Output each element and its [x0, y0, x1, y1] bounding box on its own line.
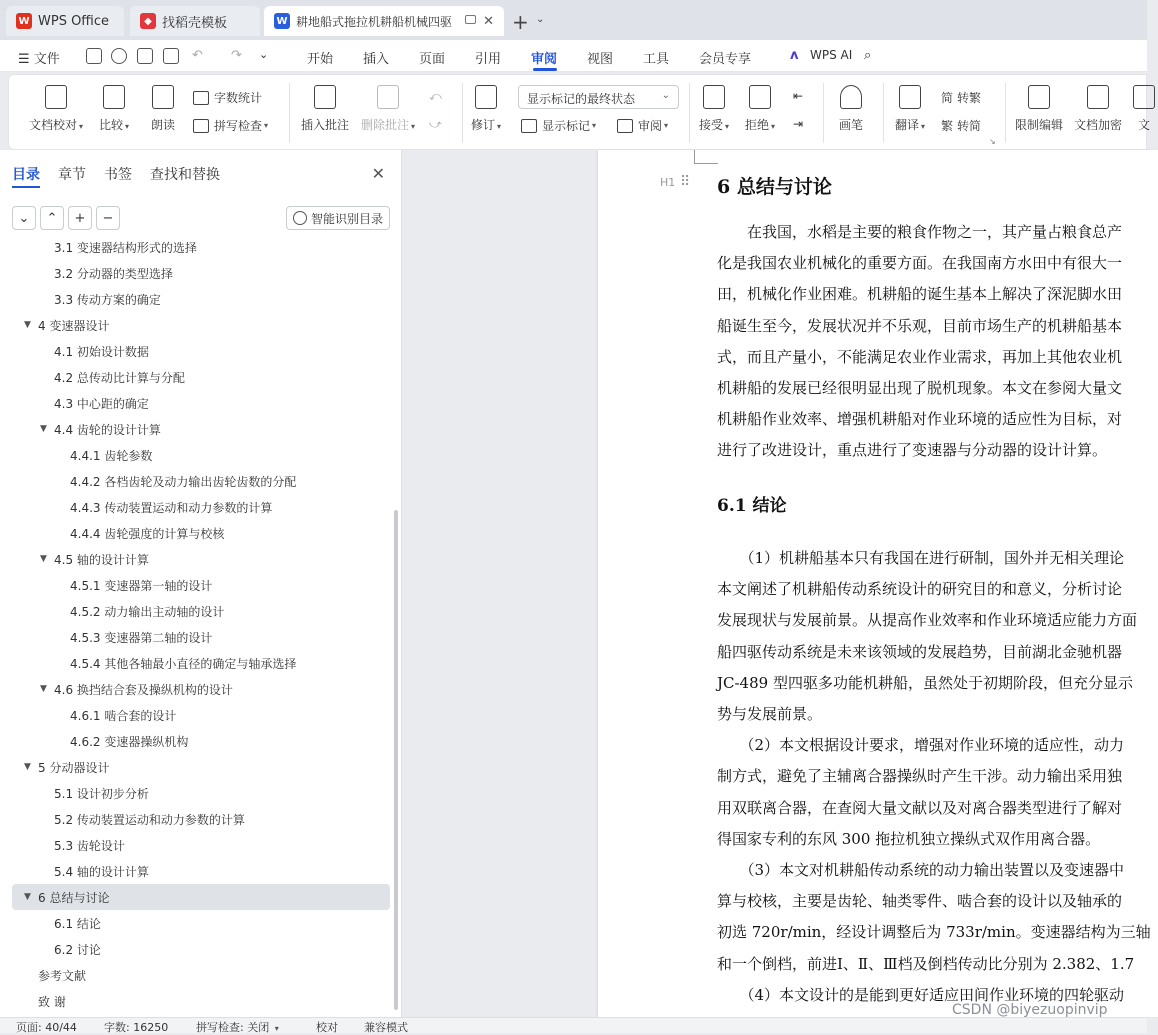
- expand-down-button[interactable]: ⌄: [12, 206, 36, 230]
- tab-label: 找稻壳模板: [162, 15, 228, 31]
- revise-icon: [475, 85, 497, 109]
- paragraph-line[interactable]: 船四驱传动系统是未来该领域的发展趋势，目前湖北金驰机器: [717, 642, 1123, 661]
- navigation-panel: [0, 150, 402, 1017]
- chevron-down-icon: ⌄: [661, 90, 670, 101]
- menu-member[interactable]: 会员专享: [699, 52, 752, 67]
- toc-item[interactable]: [24, 754, 109, 780]
- menu-view[interactable]: 视图: [587, 52, 614, 67]
- monitor-icon[interactable]: [465, 15, 476, 24]
- toc-item-label: 6.1 结论: [54, 916, 101, 931]
- toc-item-label: 4.4.4 齿轮强度的计算与校核: [70, 526, 225, 541]
- toc-item[interactable]: [56, 494, 272, 520]
- search-icon[interactable]: ⌕: [864, 48, 872, 63]
- toc-item[interactable]: [24, 962, 86, 988]
- document-area: [402, 150, 1151, 1017]
- toc-item[interactable]: [40, 858, 149, 884]
- read-aloud-button[interactable]: 朗读: [151, 85, 175, 133]
- toc-item-label: 3.3 传动方案的确定: [54, 292, 161, 307]
- toc-item[interactable]: [40, 390, 149, 416]
- encrypt-button[interactable]: 文档加密: [1074, 85, 1122, 133]
- spell-check-icon: [193, 119, 209, 133]
- lock-document-icon: [1028, 85, 1050, 109]
- toc-item-label: 4.5.2 动力输出主动轴的设计: [70, 604, 225, 619]
- cut-off-ribbon-button[interactable]: 文: [1133, 85, 1155, 133]
- paragraph-line[interactable]: （4）本文设计的是能到更好适应田间作业环境的四轮驱动: [717, 985, 1125, 1004]
- tab-toc[interactable]: 目录: [12, 167, 40, 183]
- close-icon[interactable]: ✕: [371, 164, 385, 183]
- toc-item-label: 3.2 分动器的类型选择: [54, 266, 173, 281]
- tab-wps-office[interactable]: [6, 6, 124, 36]
- paragraph-line[interactable]: 发展现状与发展前景。从提高作业效率和作业环境适应能力方面: [717, 611, 1138, 630]
- page-indicator[interactable]: 页面: 40/44: [16, 1021, 77, 1034]
- doc-check-icon: [45, 85, 67, 109]
- toc-item-label: 4.5.4 其他各轴最小直径的确定与轴承选择: [70, 656, 297, 671]
- toc-item-label: 致 谢: [38, 994, 66, 1009]
- toc-item-label: 6.2 讨论: [54, 942, 101, 957]
- toc-item[interactable]: [56, 468, 296, 494]
- menu-insert[interactable]: 插入: [363, 52, 390, 67]
- insert-comment-button[interactable]: 插入批注: [301, 85, 349, 133]
- toc-item[interactable]: [56, 520, 224, 546]
- reject-icon: [749, 85, 771, 109]
- print-preview-icon[interactable]: [163, 48, 179, 64]
- word-count-status[interactable]: 字数: 16250: [104, 1021, 169, 1034]
- toc-item[interactable]: [40, 910, 101, 936]
- collapse-triangle-icon[interactable]: ▼: [40, 684, 47, 694]
- toc-item[interactable]: [56, 624, 212, 650]
- title-tab-bar: [0, 0, 1147, 40]
- ribbon-expand-icon[interactable]: ↘: [989, 137, 996, 146]
- delete-comment-button[interactable]: 删除批注 ▾: [361, 85, 415, 133]
- smart-toc-button[interactable]: 智能识别目录: [286, 206, 390, 230]
- next-comment-icon[interactable]: ⤻: [429, 117, 442, 131]
- toc-item[interactable]: [40, 234, 197, 260]
- menu-page[interactable]: 页面: [419, 52, 446, 67]
- toc-item-label: 4.1 初始设计数据: [54, 344, 149, 359]
- ribbon-divider: [462, 83, 463, 143]
- ribbon-divider: [289, 83, 290, 143]
- paragraph-line[interactable]: 进行了改进设计，重点进行了变速器与分动器的设计计算。: [717, 441, 1108, 460]
- paragraph-line[interactable]: 本文阐述了机耕船传动系统设计的研究目的和意义，分析讨论: [717, 580, 1123, 599]
- tab-chapters[interactable]: 章节: [58, 167, 86, 183]
- toc-item-label: 5 分动器设计: [38, 760, 110, 775]
- ribbon-divider: [883, 83, 884, 143]
- paragraph-line[interactable]: 势与发展前景。: [717, 705, 823, 723]
- toc-item[interactable]: [40, 832, 125, 858]
- paragraph-line[interactable]: （2）本文根据设计要求，增强对作业环境的适应性，动力: [717, 736, 1125, 755]
- toc-item-label: 4.4.3 传动装置运动和动力参数的计算: [70, 500, 273, 515]
- toc-item-label: 6 总结与讨论: [38, 890, 110, 905]
- toc-item-label: 4.5.1 变速器第一轴的设计: [70, 578, 213, 593]
- wps-ai-icon[interactable]: ʌ: [790, 48, 799, 63]
- toc-item-label: 参考文献: [38, 968, 87, 983]
- toc-item[interactable]: [56, 650, 296, 676]
- tab-label: WPS Office: [38, 13, 110, 29]
- ribbon-divider: [689, 83, 690, 143]
- restrict-edit-button[interactable]: 限制编辑: [1015, 85, 1063, 133]
- encrypt-document-icon: [1087, 85, 1109, 109]
- toc-scrollbar[interactable]: [394, 510, 398, 1010]
- toc-item[interactable]: [40, 546, 149, 572]
- toc-item[interactable]: [40, 416, 161, 442]
- paragraph-line[interactable]: 用双联离合器，在查阅大量文献以及对离合器类型进行了解对: [717, 798, 1123, 817]
- paragraph-line[interactable]: 船诞生至今，发展状况并不乐观，目前市场生产的机耕船基本: [717, 316, 1123, 335]
- word-doc-icon: W: [274, 13, 290, 29]
- toc-item-label: 4.2 总传动比计算与分配: [54, 370, 185, 385]
- paragraph-line[interactable]: 在我国，水稻是主要的粮食作物之一，其产量占粮食总产: [717, 223, 1123, 241]
- paragraph-line[interactable]: 机耕船的发展已经很明显出现了脱机现象。本文在参阅大量文: [717, 379, 1123, 397]
- menu-review[interactable]: 审阅: [531, 52, 558, 67]
- toc-item-label: 4.4.1 齿轮参数: [70, 448, 153, 463]
- translate-icon: [899, 85, 921, 109]
- active-menu-indicator: [533, 68, 557, 71]
- insert-comment-icon: [314, 85, 336, 109]
- read-aloud-icon: [152, 85, 174, 109]
- toc-item-label: 4 变速器设计: [38, 318, 110, 333]
- spell-check-status[interactable]: 拼写检查: 关闭 ▾: [196, 1021, 279, 1034]
- compare-button[interactable]: 比较 ▾: [99, 85, 129, 133]
- print-icon[interactable]: [137, 48, 153, 64]
- share-icon[interactable]: [111, 48, 127, 64]
- save-icon[interactable]: [86, 48, 102, 64]
- toc-item[interactable]: [56, 702, 176, 728]
- paragraph-line[interactable]: 机耕船作业效率、增强机耕船对作业环境的适应性为目标，对: [717, 410, 1123, 429]
- more-quick-icon[interactable]: ⌄: [259, 48, 269, 61]
- toc-item-label: 4.3 中心距的确定: [54, 396, 149, 411]
- paragraph-line[interactable]: 和一个倒档，前进Ⅰ、Ⅱ、Ⅲ档及倒档传动比分别为 2.382、1.7: [717, 954, 1135, 973]
- tab-bookmarks[interactable]: 书签: [104, 167, 132, 183]
- paragraph-line[interactable]: 制方式，避免了主辅离合器操纵时产生干涉。动力输出采用独: [717, 767, 1123, 786]
- markup-state-select[interactable]: 显示标记的最终状态 ⌄: [518, 85, 679, 109]
- paragraph-line[interactable]: JC-489 型四驱多功能机耕船，虽然处于初期阶段，但充分显示: [717, 673, 1133, 692]
- paragraph-line[interactable]: 化是我国农业机械化的重要方面。在我国南方水田中有很大一: [717, 254, 1123, 273]
- toc-item[interactable]: [12, 884, 390, 910]
- revise-button[interactable]: 修订 ▾: [471, 85, 501, 133]
- ribbon-divider: [1005, 83, 1006, 143]
- word-count-button[interactable]: 字数统计: [193, 89, 262, 106]
- file-menu[interactable]: ☰ 文件: [18, 52, 60, 67]
- show-markup-icon: [521, 119, 537, 133]
- to-simplified-button[interactable]: 繁 转简: [941, 119, 982, 133]
- next-change-icon[interactable]: ⇥: [793, 117, 804, 131]
- toc-item[interactable]: [24, 312, 109, 338]
- toc-item-label: 4.5 轴的设计计算: [54, 552, 149, 567]
- review-pane-button[interactable]: 审阅 ▾: [617, 117, 668, 134]
- pen-button[interactable]: 画笔: [839, 85, 863, 133]
- paragraph-line[interactable]: （3）本文对机耕船传动系统的动力输出装置以及变速器中: [717, 861, 1125, 879]
- doc-check-button[interactable]: 文档校对 ▾: [29, 85, 83, 133]
- toc-item-label: 4.4 齿轮的设计计算: [54, 422, 161, 437]
- document-page[interactable]: [598, 150, 1158, 1017]
- active-nav-indicator: [12, 186, 40, 188]
- ribbon-divider: [823, 83, 824, 143]
- toc-item-label: 4.5.3 变速器第二轴的设计: [70, 630, 213, 645]
- new-tab-icon[interactable]: +: [512, 10, 529, 34]
- tab-find-replace[interactable]: 查找和替换: [150, 167, 220, 183]
- simplified-icon: 繁: [941, 119, 954, 133]
- toc-item[interactable]: [56, 598, 224, 624]
- heading-level-tag: H1: [660, 176, 676, 189]
- wps-logo-icon: W: [16, 13, 32, 29]
- toc-item[interactable]: [24, 988, 66, 1014]
- toc-item[interactable]: [56, 728, 188, 754]
- toc-item[interactable]: [40, 260, 173, 286]
- previous-comment-icon[interactable]: ⤺: [429, 89, 442, 103]
- toc-item-label: 4.6.2 变速器操纵机构: [70, 734, 189, 749]
- compare-icon: [103, 85, 125, 109]
- tab-document[interactable]: [264, 6, 504, 36]
- collapse-triangle-icon[interactable]: ▼: [24, 762, 31, 772]
- remove-heading-button[interactable]: −: [96, 206, 120, 230]
- menu-start[interactable]: 开始: [307, 52, 334, 67]
- toc-item-label: 4.6 换挡结合套及操纵机构的设计: [54, 682, 233, 697]
- toc-item-label: 5.2 传动装置运动和动力参数的计算: [54, 812, 245, 827]
- collapse-triangle-icon[interactable]: ▼: [24, 892, 31, 902]
- paragraph-line[interactable]: 初选 720r/min，经设计调整后为 733r/min。变速器结构为三轴: [717, 923, 1151, 942]
- redo-icon[interactable]: ↷: [231, 48, 242, 63]
- compat-mode-status: 兼容模式: [364, 1021, 408, 1034]
- toc-item-label: 3.1 变速器结构形式的选择: [54, 240, 197, 255]
- tab-label: 耕地船式拖拉机耕船机械四驱: [296, 14, 453, 29]
- toc-item[interactable]: [56, 572, 212, 598]
- collapse-up-button[interactable]: ⌃: [40, 206, 64, 230]
- spell-check-button[interactable]: 拼写检查 ▾: [193, 117, 268, 134]
- translate-button[interactable]: 翻译 ▾: [895, 85, 925, 133]
- paragraph-line[interactable]: 得国家专利的东风 300 拖拉机独立操纵式双作用离合器。: [717, 829, 1101, 848]
- toc-item-label: 4.4.2 各档齿轮及动力输出齿轮齿数的分配: [70, 474, 297, 489]
- toc-item-label: 5.3 齿轮设计: [54, 838, 125, 853]
- add-heading-button[interactable]: +: [68, 206, 92, 230]
- menu-tools[interactable]: 工具: [643, 52, 670, 67]
- smart-icon: [293, 211, 307, 225]
- toc-item[interactable]: [40, 806, 245, 832]
- traditional-icon: 简: [941, 91, 954, 105]
- toc-item-label: 5.1 设计初步分析: [54, 786, 149, 801]
- review-ribbon: [8, 74, 1150, 150]
- accept-button[interactable]: 接受 ▾: [699, 85, 729, 133]
- collapse-triangle-icon[interactable]: ▼: [24, 320, 31, 330]
- delete-comment-icon: [377, 85, 399, 109]
- toc-list: [0, 240, 392, 1017]
- page-corner-mark: [694, 150, 718, 164]
- drag-handle-icon[interactable]: ⠿: [680, 174, 689, 190]
- pen-icon: [840, 85, 862, 109]
- previous-change-icon[interactable]: ⇤: [793, 89, 804, 103]
- proofread-status[interactable]: 校对: [316, 1021, 338, 1034]
- collapse-triangle-icon[interactable]: ▼: [40, 424, 47, 434]
- toc-item[interactable]: [40, 936, 101, 962]
- reject-button[interactable]: 拒绝 ▾: [745, 85, 775, 133]
- review-pane-icon: [617, 119, 633, 133]
- wps-ai-button[interactable]: WPS AI: [810, 48, 853, 62]
- document-icon: [1133, 85, 1155, 109]
- tab-template[interactable]: [130, 6, 260, 36]
- paragraph-line[interactable]: （1）机耕船基本只有我国在进行研制，国外并无相关理论: [717, 549, 1125, 567]
- toc-item[interactable]: [40, 338, 149, 364]
- toc-item-label: 5.4 轴的设计计算: [54, 864, 149, 879]
- menu-reference[interactable]: 引用: [475, 52, 502, 67]
- heading-1[interactable]: 6 总结与讨论: [717, 176, 832, 198]
- paragraph-line[interactable]: 式，而且产量小，不能满足农业作业需求，再加上其他农业机: [717, 347, 1123, 366]
- daoke-logo-icon: ◆: [140, 13, 156, 29]
- paragraph-line[interactable]: 田，机械化作业困难。机耕船的诞生基本上解决了深泥脚水田: [717, 285, 1123, 304]
- heading-2[interactable]: 6.1 结论: [717, 496, 787, 516]
- show-markup-button[interactable]: 显示标记 ▾: [521, 117, 596, 134]
- accept-icon: [703, 85, 725, 109]
- undo-icon[interactable]: ↶: [192, 48, 203, 63]
- watermark: CSDN @biyezuopinvip: [952, 1002, 1108, 1018]
- collapse-triangle-icon[interactable]: ▼: [40, 554, 47, 564]
- close-tab-icon[interactable]: ✕: [483, 13, 494, 29]
- toc-item[interactable]: [40, 780, 149, 806]
- toc-item[interactable]: [40, 676, 233, 702]
- word-count-icon: [193, 91, 209, 105]
- toc-item-label: 4.6.1 啮合套的设计: [70, 708, 177, 723]
- to-traditional-button[interactable]: 简 转繁: [941, 91, 982, 105]
- toc-item[interactable]: [40, 286, 161, 312]
- toc-item[interactable]: [40, 364, 185, 390]
- status-bar: [0, 1017, 1147, 1033]
- chevron-down-icon[interactable]: ⌄: [536, 14, 545, 25]
- menu-bar: [0, 40, 1147, 72]
- toc-item[interactable]: [56, 442, 152, 468]
- paragraph-line[interactable]: 算与校核，主要是齿轮、轴类零件、啮合套的设计以及轴承的: [717, 892, 1123, 911]
